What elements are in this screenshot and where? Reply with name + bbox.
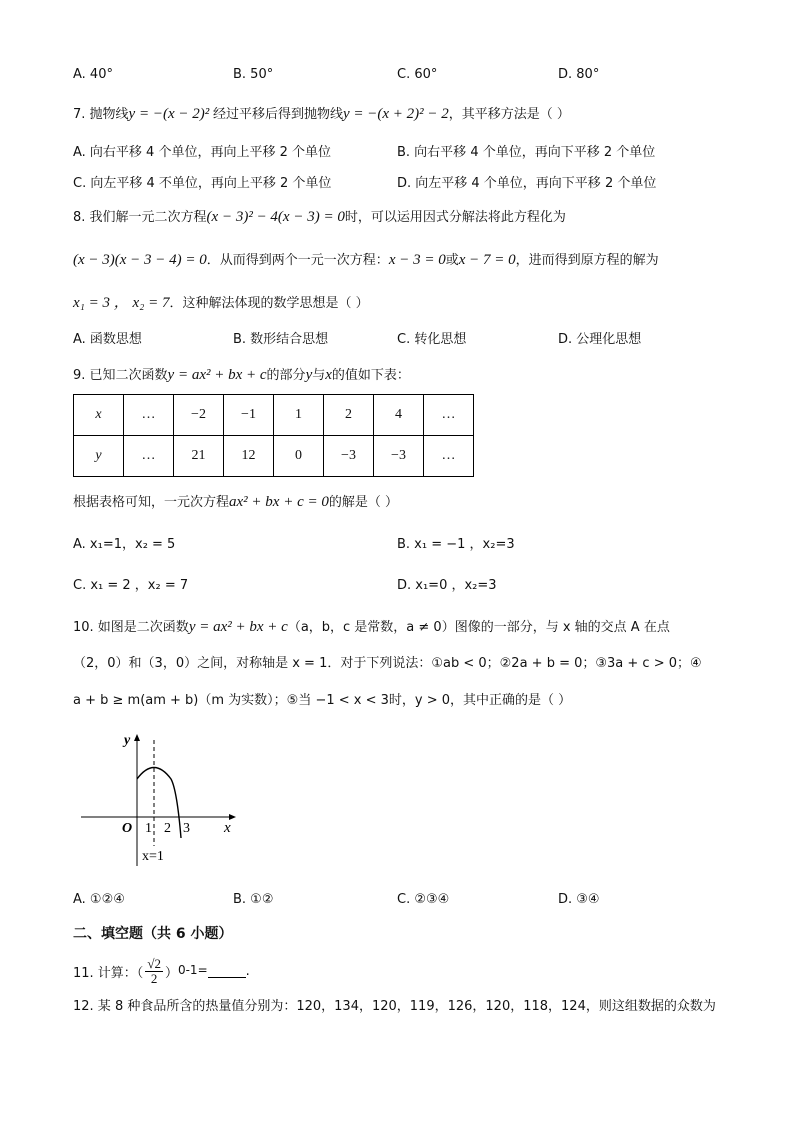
- q9-option-a: A. x₁=1，x₂ = 5: [73, 537, 176, 552]
- q7-option-d: D. 向左平移 4 个单位，再向下平移 2 个单位: [397, 176, 657, 191]
- origin-label: O: [122, 821, 133, 836]
- q8-option-d: D. 公理化思想: [558, 332, 642, 347]
- q9-stem-d: 的值如下表：: [331, 368, 410, 383]
- tick-label-1: 1: [145, 821, 152, 836]
- q9-eq: y = ax² + bx + c: [167, 367, 267, 383]
- q9-option-d: D. x₁=0 ，x₂=3: [397, 578, 497, 593]
- q9-stem-c: 与: [312, 368, 326, 383]
- q11-fraction: [145, 957, 163, 986]
- q8-eq-lin1: x − 3 = 0: [388, 252, 446, 268]
- q8-line2-a: ．从而得到两个一元一次方程：: [206, 253, 389, 268]
- table-row-x: [74, 395, 474, 436]
- table-cell: …: [124, 436, 174, 477]
- q7-stem: [73, 103, 570, 123]
- tick-label-2: 2: [164, 821, 171, 836]
- y-axis-label: y: [124, 733, 131, 748]
- q8-line1-a: 8. 我们解一元二次方程: [73, 210, 207, 225]
- table-cell: −3: [324, 436, 374, 477]
- q7-eq1: y = −(x − 2)²: [128, 106, 213, 122]
- q6-option-a: A. 40°: [73, 67, 113, 82]
- q10-line1: [73, 616, 670, 636]
- q6-option-c: C. 60°: [397, 67, 438, 82]
- q10-line1-a: 10. 如图是二次函数: [73, 620, 189, 635]
- q9-var-x: x: [325, 367, 332, 383]
- table-cell: −3: [374, 436, 424, 477]
- parabola-curve: [137, 768, 181, 839]
- q8-line2-or: 或: [445, 253, 459, 268]
- q9-stem-b: 的部分: [266, 368, 306, 383]
- q9-value-table: [73, 394, 474, 477]
- q11-d: .: [245, 964, 250, 979]
- q8-line2: [73, 249, 659, 269]
- q8-line1-b: 时，可以运用因式分解法将此方程化为: [344, 210, 566, 225]
- q8-option-b: B. 数形结合思想: [233, 332, 329, 347]
- q7-stem-c: ，其平移方法是（ ）: [448, 107, 570, 122]
- q8-line1: [73, 206, 566, 226]
- q11-a: 11. 计算：（: [73, 966, 144, 981]
- q8-eq-fact: (x − 3)(x − 3 − 4) = 0: [73, 252, 207, 268]
- q8-option-c: C. 转化思想: [397, 332, 467, 347]
- q8-solution: x₁ = 3 ， x₂ = 7: [73, 295, 170, 311]
- tick-label-3: 3: [183, 821, 190, 836]
- q8-line3-b: ．这种解法体现的数学思想是（ ）: [169, 296, 369, 311]
- q8-line3: [73, 291, 369, 312]
- q9-after-table: [73, 491, 398, 511]
- q11-answer-blank[interactable]: [208, 965, 246, 978]
- q10-line3: a + b ≥ m(am + b)（m 为实数）；⑤当 −1 < x < 3时，y > 0，其中正确的是（ ）: [73, 693, 572, 708]
- table-cell: …: [424, 395, 474, 436]
- q9-after-b: 的解是（ ）: [328, 495, 398, 510]
- q9-stem: [73, 364, 410, 384]
- q6-option-b: B. 50°: [233, 67, 274, 82]
- q11-numerator: √2: [147, 956, 161, 971]
- q10-option-b: B. ①②: [233, 892, 274, 907]
- q7-eq2: y = −(x + 2)² − 2: [342, 106, 449, 122]
- q9-var-y: y: [305, 367, 313, 383]
- q11: [73, 957, 250, 986]
- q9-after-eq: ax² + bx + c = 0: [229, 494, 329, 510]
- table-header-y: y: [74, 436, 124, 477]
- q10-line1-b: （a，b，c 是常数，a ≠ 0）图像的一部分，与 x 轴的交点 A 在点: [287, 620, 670, 635]
- q7-option-c: C. 向左平移 4 不单位，再向上平移 2 个单位: [73, 176, 332, 191]
- q9-option-c: C. x₁ = 2 ，x₂ = 7: [73, 578, 189, 593]
- q10-option-d: D. ③④: [558, 892, 600, 907]
- table-cell: 12: [224, 436, 274, 477]
- q12: 12. 某 8 种食品所含的热量值分别为：120，134，120，119，126，120，118，124，则这组数据的众数为: [73, 999, 716, 1014]
- q7-option-b: B. 向右平移 4 个单位，再向下平移 2 个单位: [397, 145, 656, 160]
- table-cell: 21: [174, 436, 224, 477]
- q9-after-a: 根据表格可知，一元次方程: [73, 495, 230, 510]
- table-cell: …: [124, 395, 174, 436]
- q9-option-b: B. x₁ = −1 ，x₂=3: [397, 537, 515, 552]
- axis-of-symmetry-label: x=1: [142, 849, 164, 864]
- x-axis-label: x: [224, 820, 231, 836]
- table-row-y: [74, 436, 474, 477]
- section-heading: 二、填空题（共 6 小题）: [73, 926, 233, 942]
- table-cell: −2: [174, 395, 224, 436]
- q8-eq-lin2: x − 7 = 0: [458, 252, 516, 268]
- q6-option-d: D. 80°: [558, 67, 600, 82]
- table-cell: 1: [274, 395, 324, 436]
- table-header-x: x: [74, 395, 124, 436]
- table-cell: 2: [324, 395, 374, 436]
- q10-graph: [76, 728, 246, 868]
- table-cell: −1: [224, 395, 274, 436]
- q10-option-a: A. ①②④: [73, 892, 125, 907]
- q8-eq-main: (x − 3)² − 4(x − 3) = 0: [206, 209, 345, 225]
- q7-option-a: A. 向右平移 4 个单位，再向上平移 2 个单位: [73, 145, 332, 160]
- q11-b: ）: [164, 966, 178, 981]
- table-cell: 0: [274, 436, 324, 477]
- q11-denominator: 2: [150, 971, 158, 986]
- q7-stem-a: 7. 抛物线: [73, 107, 129, 122]
- q10-line2: （2，0）和（3，0）之间，对称轴是 x = 1．对于下列说法：①ab < 0；②2a + b = 0；③3a + c > 0；④: [73, 656, 702, 671]
- q10-eq: y = ax² + bx + c: [188, 619, 288, 635]
- q7-stem-b: 经过平移后得到抛物线: [212, 107, 343, 122]
- q11-c: 0-1=: [177, 962, 208, 977]
- q9-stem-a: 9. 已知二次函数: [73, 368, 168, 383]
- q8-option-a: A. 函数思想: [73, 332, 142, 347]
- table-cell: …: [424, 436, 474, 477]
- y-axis-arrow: [134, 734, 140, 741]
- table-cell: 4: [374, 395, 424, 436]
- q10-option-c: C. ②③④: [397, 892, 450, 907]
- q8-line2-b: ，进而得到原方程的解为: [515, 253, 659, 268]
